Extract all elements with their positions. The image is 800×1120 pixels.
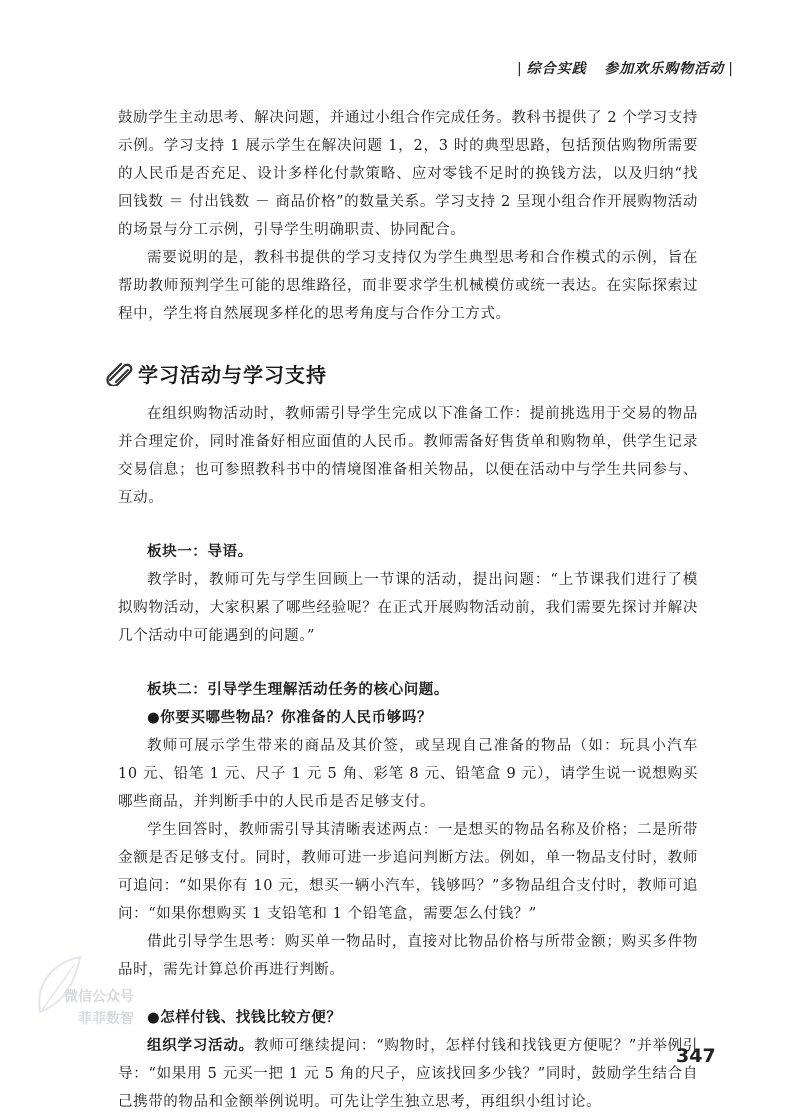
question2-title: ●怎样付钱、找钱比较方便？ bbox=[147, 1010, 342, 1026]
section-intro: 在组织购物活动时，教师需引导学生完成以下准备工作：提前挑选用于交易的物品并合理定价，同时准备好相应面值的人民币。教师需备好售货单和购物单，供学生记录交易信息；也可参照教科书中的情境图准备相关物品，以便在活动中与学生共同参与、互动。 bbox=[118, 406, 698, 506]
question1-paragraph-3: 借此引导学生思考：购买单一物品时，直接对比物品价格与所带金额；购买多件物品时，需先计算总价再进行判断。 bbox=[118, 934, 698, 978]
question2-text: 教师可继续提问：“购物时，怎样付钱和找钱更方便呢？”并举例引导：“如果用 5 元买一把 1 元 5 角的尺子，应该找回多少钱？”同时，鼓励学生结合自己携带的物品和金额举例说明。可先让学生独立思考，再组织小组讨论。 bbox=[118, 1038, 699, 1110]
watermark-line-1: 微信公众号 bbox=[64, 989, 134, 1005]
intro-paragraph-2: 需要说明的是，教科书提供的学习支持仅为学生典型思考和合作模式的示例，旨在帮助教师预判学生可能的思维路径，而非要求学生机械模仿或统一表达。在实际探索过程中，学生将自然展现多样化的思考角度与合作分工方式。 bbox=[118, 250, 698, 322]
question2-lead: 组织学习活动。 bbox=[147, 1038, 254, 1054]
block2-title: 板块二：引导学生理解活动任务的核心问题。 bbox=[147, 682, 449, 698]
block1-title: 板块一：导语。 bbox=[147, 544, 253, 560]
intro-paragraph-1: 鼓励学生主动思考、解决问题，并通过小组合作完成任务。教科书提供了 2 个学习支持示例。学习支持 1 展示学生在解决问题 1，2，3 时的典型思路，包括预估购物所需要的人民币是否充足、设计多样化付款策略、应对零钱不足时的换钱方法，以及归纳“找回钱数 ＝ 付出钱数 － 商品价格”的数量关系。学习支持 2 呈现小组合作开展购物活动的场景与分工示例，引导学生明确职责、协同配合。 bbox=[118, 110, 698, 238]
page-number: 347 bbox=[676, 1045, 716, 1067]
page-content bbox=[118, 104, 698, 1116]
question1-title: ●你要买哪些物品？你准备的人民币够吗？ bbox=[147, 710, 433, 726]
watermark bbox=[30, 952, 170, 1032]
question2-paragraph bbox=[118, 1032, 698, 1116]
watermark-line-2: 菲菲数智 bbox=[78, 1011, 134, 1027]
question1-paragraph-1: 教师可展示学生带来的商品及其价签，或呈现自己准备的物品（如：玩具小汽车 10 元、铅笔 1 元、尺子 1 元 5 角、彩笔 8 元、铅笔盒 9 元），请学生说一说想购买哪些商品，并判断手中的人民币是否足够支付。 bbox=[118, 738, 698, 810]
header-section: 综合实践 bbox=[526, 61, 587, 77]
running-header bbox=[513, 58, 738, 78]
paperclip-icon bbox=[106, 360, 136, 396]
header-title: 参加欢乐购物活动 bbox=[604, 61, 725, 77]
section-title-text: 学习活动与学习支持 bbox=[138, 363, 327, 387]
header-divider: | bbox=[516, 61, 523, 77]
header-divider: | bbox=[728, 61, 734, 77]
block1-text: 教学时，教师可先与学生回顾上一节课的活动，提出问题：“上节课我们进行了模拟购物活动，大家积累了哪些经验呢？在正式开展购物活动前，我们需要先探讨并解决几个活动中可能遇到的问题。” bbox=[118, 572, 698, 644]
section-heading bbox=[106, 358, 698, 396]
question1-paragraph-2: 学生回答时，教师需引导其清晰表述两点：一是想买的物品名称及价格；二是所带金额是否足够支付。同时，教师可进一步追问判断方法。例如，单一物品支付时，教师可追问：“如果你有 10 元，想买一辆小汽车，钱够吗？”多物品组合支付时，教师可追问：“如果你想购买 1 支铅笔和 1 个铅笔盒，需要怎么付钱？” bbox=[118, 822, 698, 922]
